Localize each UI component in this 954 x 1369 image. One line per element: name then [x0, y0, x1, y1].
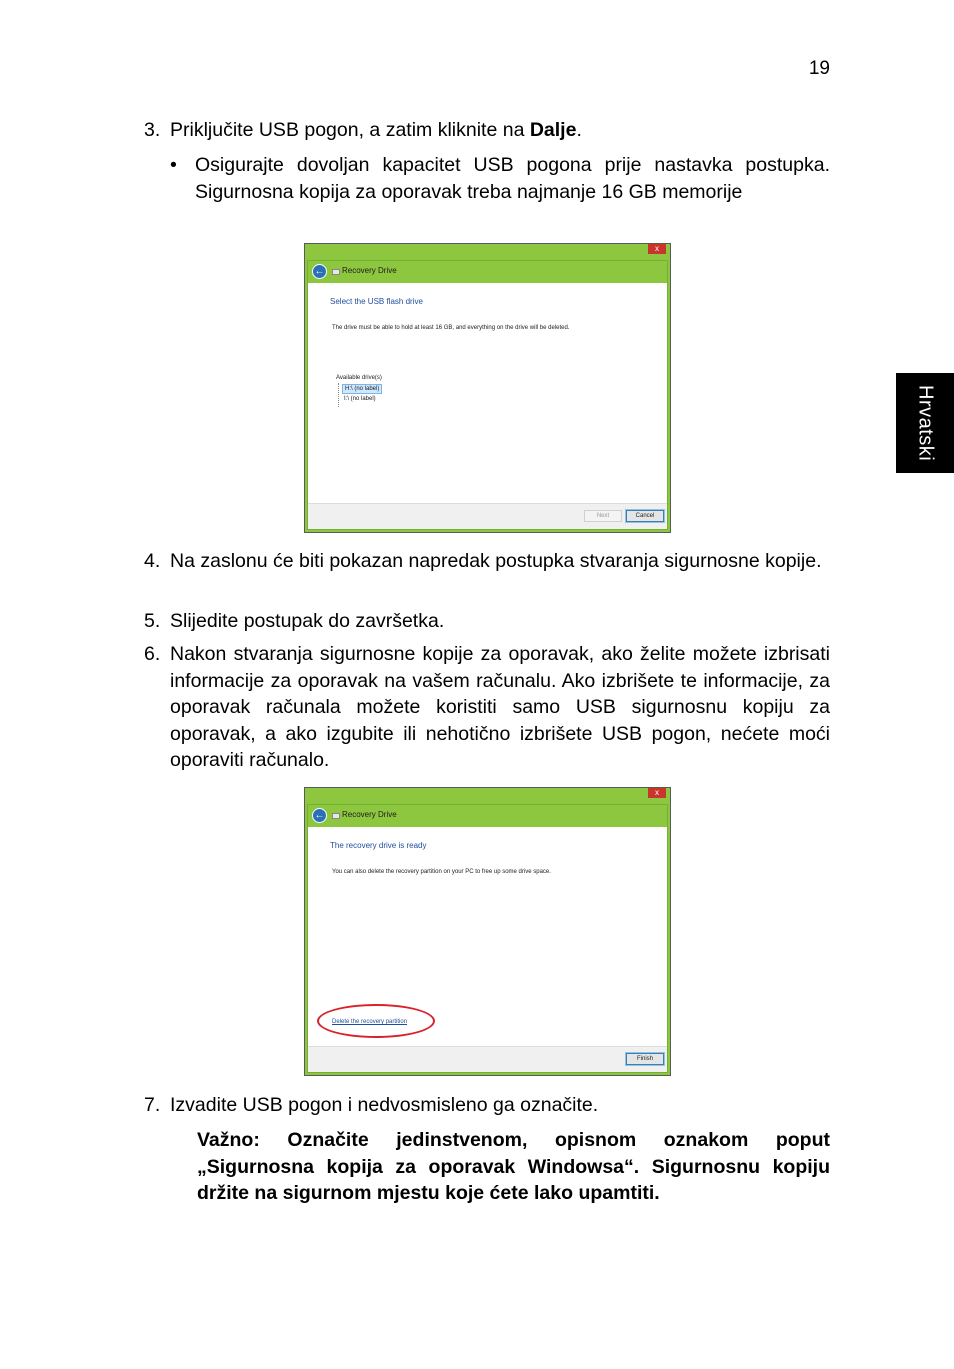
- language-side-tab-label: Hrvatski: [914, 384, 937, 462]
- recovery-drive-dialog-select: [304, 243, 671, 533]
- step-number: 4.: [144, 550, 161, 572]
- step-text: Priključite USB pogon, a zatim kliknite na: [170, 119, 530, 141]
- finish-button[interactable]: Finish: [626, 1053, 664, 1065]
- back-arrow-icon[interactable]: ←: [312, 264, 327, 279]
- close-button[interactable]: x: [648, 244, 666, 254]
- step-7: [144, 1092, 830, 1119]
- step-6: [144, 641, 830, 774]
- step-text-end: .: [576, 119, 582, 141]
- dialog-body-text: You can also delete the recovery partition on your PC to free up some drive space.: [332, 869, 551, 875]
- step-text: Nakon stvaranja sigurnosne kopije za oporavak, ako želite možete izbrisati informacije za oporavak na vašem računalu. Ako izbrišete te informacije, za oporavak računala možete koristiti samo USB sigurnosnu kopiju za oporavak, a ako izgubite ili nehotično izbrišete USB pogon, nećete moći oporaviti računalo.: [170, 643, 830, 771]
- dialog-header: [308, 261, 667, 283]
- step-number: 5.: [144, 610, 161, 632]
- delete-recovery-partition-link[interactable]: Delete the recovery partition: [332, 1019, 408, 1025]
- step-3-bullet: [170, 152, 830, 205]
- step-number: 6.: [144, 643, 161, 665]
- dialog-body-text: The drive must be able to hold at least 16 GB, and everything on the drive will be deleted.: [332, 325, 570, 331]
- bullet-glyph: •: [170, 154, 177, 176]
- step-5: [144, 608, 830, 635]
- step-text: Na zaslonu će biti pokazan napredak postupka stvaranja sigurnosne kopije.: [170, 550, 822, 572]
- important-note: Važno: Označite jedinstvenom, opisnom oznakom poput „Sigurnosna kopija za oporavak Windowsa“. Sigurnosnu kopiju držite na sigurnom mjestu koje ćete lako upamtiti.: [197, 1129, 830, 1204]
- available-drives-label: Available drive(s): [336, 375, 382, 381]
- dialog-footer: [308, 503, 667, 529]
- cancel-button[interactable]: Cancel: [626, 510, 664, 522]
- step-number: 7.: [144, 1094, 161, 1116]
- page-number: 19: [808, 58, 830, 79]
- dialog-content: [307, 804, 668, 1073]
- tree-connector: [338, 383, 339, 407]
- dialog-heading: Select the USB flash drive: [330, 297, 423, 306]
- recovery-drive-dialog-ready: [304, 787, 671, 1076]
- dialog-title: Recovery Drive: [342, 810, 397, 819]
- close-button[interactable]: x: [648, 788, 666, 798]
- step-4: [144, 548, 830, 575]
- drive-icon: [332, 813, 340, 819]
- drive-list-item-i[interactable]: I:\ (no label): [344, 396, 376, 402]
- next-button[interactable]: Next: [584, 510, 622, 522]
- step-3: [144, 117, 830, 144]
- dialog-title: Recovery Drive: [342, 266, 397, 275]
- drive-icon: [332, 269, 340, 275]
- title-bar: [305, 788, 670, 804]
- title-bar: [305, 244, 670, 260]
- dialog-header: [308, 805, 667, 827]
- dialog-footer: [308, 1046, 667, 1072]
- dialog-content: [307, 260, 668, 530]
- bullet-text: Osigurajte dovoljan kapacitet USB pogona prije nastavka postupka. Sigurnosna kopija za oporavak treba najmanje 16 GB memorije: [195, 154, 830, 203]
- step-text: Slijedite postupak do završetka.: [170, 610, 445, 632]
- step-bold-text: Dalje: [529, 119, 577, 141]
- step-number: 3.: [144, 119, 161, 141]
- red-highlight-circle: [317, 1004, 435, 1038]
- back-arrow-icon[interactable]: ←: [312, 808, 327, 823]
- step-text: Izvadite USB pogon i nedvosmisleno ga označite.: [170, 1094, 599, 1116]
- drive-list-item-h[interactable]: H:\ (no label): [342, 384, 382, 394]
- dialog-heading: The recovery drive is ready: [330, 841, 427, 850]
- language-side-tab: [896, 373, 954, 473]
